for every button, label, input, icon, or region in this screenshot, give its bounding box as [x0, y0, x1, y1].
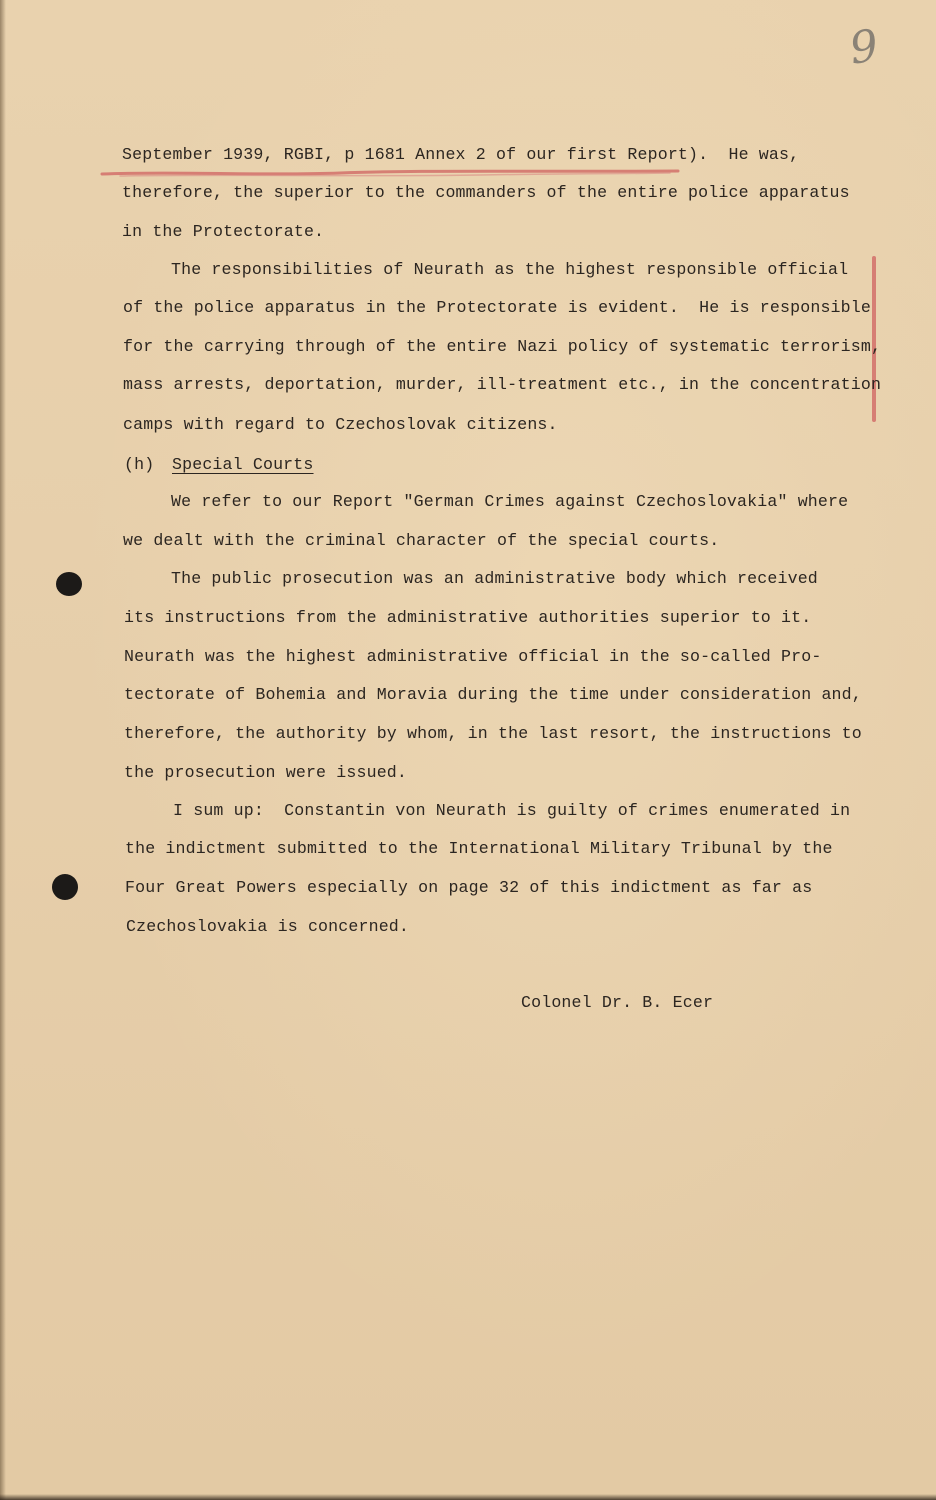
section-label: (h)	[124, 455, 155, 474]
red-pencil-underline	[100, 168, 680, 180]
signature: Colonel Dr. B. Ecer	[521, 993, 714, 1012]
text-line-13: its instructions from the administrative authorities superior to it.	[124, 608, 812, 627]
text-line-15: tectorate of Bohemia and Moravia during the time under consideration and,	[124, 685, 862, 704]
text-line-12: The public prosecution was an administrative body which received	[171, 569, 818, 588]
text-line-6: for the carrying through of the entire Nazi policy of systematic terrorism,	[123, 337, 882, 356]
page-bottom-edge	[0, 1494, 936, 1500]
text-line-17: the prosecution were issued.	[124, 763, 408, 782]
text-line-16: therefore, the authority by whom, in the last resort, the instructions to	[124, 724, 862, 743]
punch-hole-top	[56, 572, 82, 596]
text-line-2: therefore, the superior to the commanders of the entire police apparatus	[122, 183, 850, 202]
handwritten-page-number: 9	[846, 20, 882, 75]
text-line-7: mass arrests, deportation, murder, ill-treatment etc., in the concentration	[123, 375, 882, 394]
text-line-21: Czechoslovakia is concerned.	[126, 917, 410, 936]
text-line-20: Four Great Powers especially on page 32 of this indictment as far as	[125, 878, 813, 897]
text-line-5: of the police apparatus in the Protectorate is evident. He is responsible	[123, 298, 871, 317]
text-line-18: I sum up: Constantin von Neurath is guilty of crimes enumerated in	[173, 801, 851, 820]
text-line-8: camps with regard to Czechoslovak citizens.	[123, 415, 558, 434]
text-line-10: We refer to our Report "German Crimes against Czechoslovakia" where	[171, 492, 849, 511]
text-line-11: we dealt with the criminal character of the special courts.	[123, 531, 720, 550]
punch-hole-bottom	[52, 874, 78, 900]
page-left-shadow	[0, 0, 6, 1500]
text-line-4: The responsibilities of Neurath as the highest responsible official	[171, 260, 849, 279]
text-line-3: in the Protectorate.	[122, 222, 325, 241]
text-line-19: the indictment submitted to the International Military Tribunal by the	[125, 839, 833, 858]
section-heading: Special Courts	[172, 455, 314, 474]
text-line-1: September 1939, RGBI, p 1681 Annex 2 of our first Report). He was,	[122, 145, 800, 164]
text-line-14: Neurath was the highest administrative official in the so-called Pro-	[124, 647, 822, 666]
